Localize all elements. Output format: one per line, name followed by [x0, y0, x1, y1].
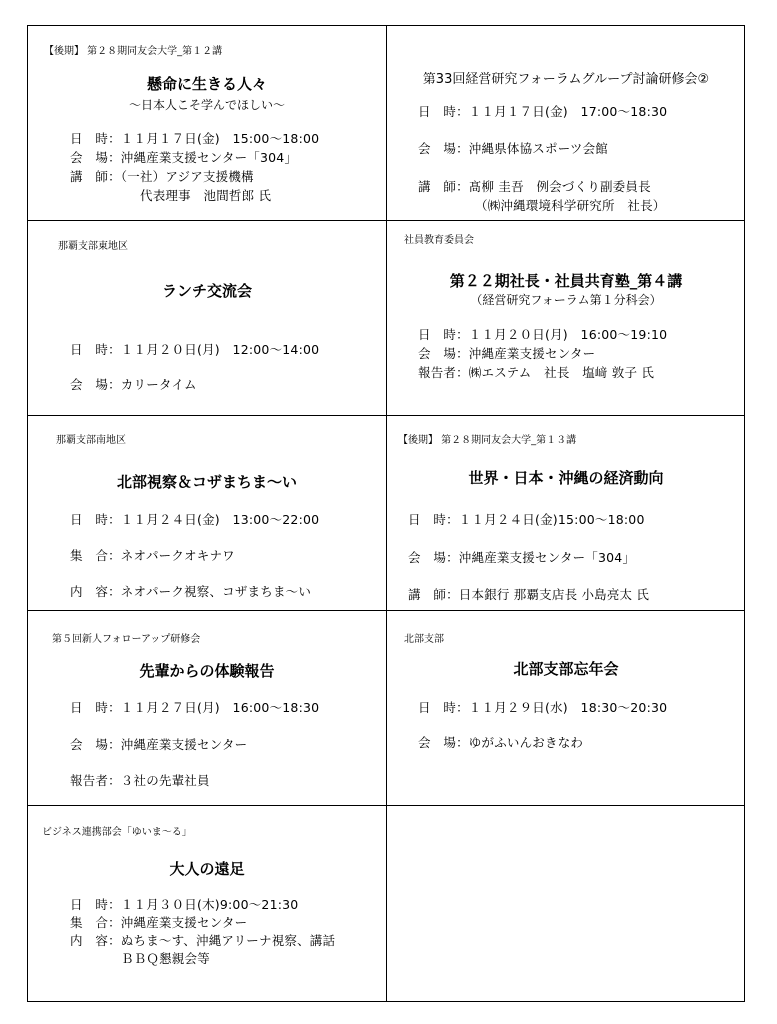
event-tag: 那覇支部東地区: [58, 241, 128, 252]
row-divider: [27, 220, 745, 221]
event-title: ランチ交流会: [161, 282, 252, 300]
row-divider: [27, 415, 745, 416]
event-datetime: 日 時：１１月２４日(金) 13:00～22:00: [70, 512, 320, 527]
event-tag: 【後期】 第２８期同友会大学_第１２講: [44, 46, 223, 57]
event-subtitle: ～日本人こそ学んでほしい～: [128, 98, 285, 112]
event-meeting-point: 集 合：ネオパークオキナワ: [70, 548, 235, 563]
event-datetime: 日 時：１１月１７日(金) 17:00～18:30: [418, 104, 668, 119]
event-subtitle: （経営研究フォーラム第１分科会）: [470, 293, 662, 307]
event-datetime: 日 時：１１月３０日(木)9:00～21:30: [70, 897, 299, 912]
event-title: 北部視察＆コザまちま～い: [116, 473, 297, 491]
event-venue: 会 場：ゆがふいんおきなわ: [418, 735, 584, 750]
event-speaker: 講 師：日本銀行 那覇支店長 小島亮太 氏: [408, 587, 650, 602]
event-datetime: 日 時：１１月２０日(月) 16:00～19:10: [418, 327, 668, 342]
event-content-detail: ＢＢＱ懇親会等: [121, 951, 210, 966]
event-tag: 第５回新人フォローアップ研修会: [52, 634, 201, 645]
event-venue: 会 場：カリータイム: [70, 377, 197, 392]
event-title: 世界・日本・沖縄の経済動向: [468, 469, 664, 487]
column-divider: [386, 25, 387, 1002]
event-content: 内 容：ネオパーク視察、コザまちま～い: [70, 584, 312, 599]
event-title: 第２２期社長・社員共育塾_第４講: [449, 272, 683, 290]
event-venue: 会 場：沖縄県体協スポーツ会館: [418, 141, 609, 156]
event-tag: 【後期】 第２８期同友会大学_第１３講: [398, 435, 577, 446]
event-tag: 北部支部: [404, 634, 444, 645]
event-datetime: 日 時：１１月２７日(月) 16:00～18:30: [70, 700, 320, 715]
event-venue: 会 場：沖縄産業支援センター「304」: [70, 150, 298, 165]
event-datetime: 日 時：１１月２０日(月) 12:00～14:00: [70, 342, 320, 357]
row-divider: [27, 805, 745, 806]
event-speaker-detail: 代表理事 池間哲郎 氏: [140, 188, 272, 203]
event-meeting-point: 集 合：沖縄産業支援センター: [70, 915, 248, 930]
event-tag: ビジネス連携部会「ゆいま～る」: [42, 827, 192, 838]
event-datetime: 日 時：１１月２９日(水) 18:30～20:30: [418, 700, 668, 715]
event-datetime: 日 時：１１月２４日(金)15:00～18:00: [408, 512, 645, 527]
event-venue: 会 場：沖縄産業支援センター「304」: [408, 550, 636, 565]
event-title: 先輩からの体験報告: [139, 662, 275, 680]
event-reporter: 報告者：㈱エステム 社長 塩﨑 敦子 氏: [418, 365, 655, 380]
event-tag: 那覇支部南地区: [56, 435, 126, 446]
event-venue: 会 場：沖縄産業支援センター: [70, 737, 248, 752]
event-title: 懸命に生きる人々: [146, 75, 267, 93]
event-datetime: 日 時：１１月１７日(金) 15:00～18:00: [70, 131, 320, 146]
speaker-company: ㈱沖縄環境科学研究所 社長）: [487, 198, 666, 213]
event-title: 北部支部忘年会: [513, 660, 619, 678]
event-reporter: 報告者：３社の先輩社員: [70, 773, 210, 788]
event-speaker: 講 師：髙柳 圭吾 例会づくり副委員長: [418, 179, 651, 194]
event-speaker-detail: （㈱沖縄環境科学研究所 社長）: [475, 198, 666, 213]
event-content: 内 容：ぬちま～す、沖縄アリーナ視察、講話: [70, 933, 336, 948]
event-title: 大人の遠足: [169, 860, 245, 878]
row-divider: [27, 610, 745, 611]
event-tag: 社員教育委員会: [404, 235, 474, 246]
event-speaker: 講 師：（一社）アジア支援機構: [70, 169, 254, 184]
event-venue: 会 場：沖縄産業支援センター: [418, 346, 596, 361]
event-title: 第33回経営研究フォーラムグループ討論研修会②: [422, 72, 710, 87]
